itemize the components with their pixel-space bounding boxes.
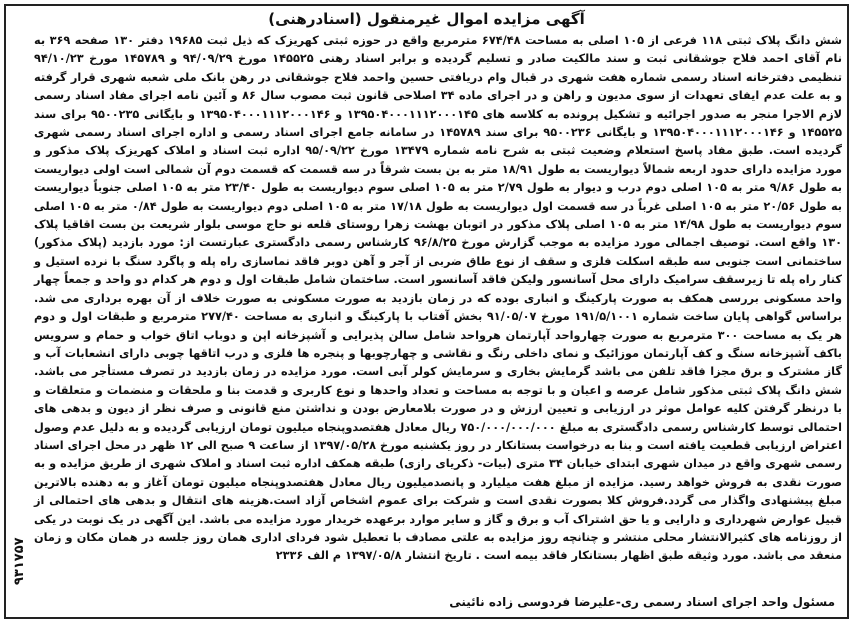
notice-code: ۹۳۱۷۵۷ — [12, 537, 27, 585]
notice-title: آگهی مزایده اموال غیرمنقول (اسنادرهنی) — [268, 10, 585, 28]
notice-body-paragraph: شش دانگ پلاک ثبتی ۱۱۸ فرعی از ۱۰۵ اصلی به مساحت ۶۷۴/۴۸ مترمربع واقع در حوزه ثبتی کهریزک که ذیل ثبت ۱۹۶۸۵ دفتر ۱۳۰ صفحه ۳۶۹ به نام آقای احمد فلاح جوشقانی ثبت و سند مالکیت صادر و تسلیم گردیده و برابر اسناد رهنی ۱۴۵۵۲۵ مورخ ۹۴/۰۹/۲۹ و ۱۴۵۷۸۹ مورخ ۹۴/۱۰/۲۳ تنظیمی دفترخانه اسناد رسمی شماره هفت شهری در قبال وام دریافتی حسین واحمد فلاح جوشقانی در رهن بانک ملی شعبه شهری قرار گرفته و به علت عدم ایفای تعهدات از سوی مدیون و راهن و در اجرای ماده ۳۴ اصلاحی قانون ثبت مصوب سال ۸۶ و آئین نامه اجرای مفاد اسناد رسمی لازم الاجرا منجر به صدور اجرائیه و تشکیل پرونده به کلاسه های ۱۳۹۵۰۴۰۰۰۱۱۱۲۰۰۰۱۴۵ و ۱۳۹۵۰۴۰۰۰۱۱۱۲۰۰۰۱۴۶ و بایگانی ۹۵۰۰۲۳۵ برای سند ۱۴۵۵۲۵ و ۱۳۹۵۰۴۰۰۰۱۱۱۲۰۰۰۱۴۶ و بایگانی ۹۵۰۰۲۳۶ برای سند ۱۴۵۷۸۹ در سامانه جامع اجرای اسناد رسمی و اداره اجرای اسناد رسمی شهری گردیده است. طبق مفاد پاسخ استعلام وضعیت ثبتی به شرح نامه شماره ۱۳۴۷۹ مورخ ۹۵/۰۹/۲۲ اداره ثبت اسناد و املاک کهریزک پلاک مذکور و مورد مزایده دارای حدود اربعه شمالاً دیواریست به طول ۱۸/۹۱ متر به بن بست شرقاً در سه قسمت که قسمت دوم آن شمالی است اولی دیواریست به طول ۹/۸۶ متر به ۱۰۵ اصلی دوم درب و دیوار به طول ۲/۷۹ متر به ۱۰۵ اصلی سوم دیواریست به طول ۲۳/۴۰ متر به ۱۰۵ اصلی جنوباً دیواریست به طول ۲۰/۵۶ متر به ۱۰۵ اصلی غرباً در سه قسمت اول دیواریست به طول ۱۷/۱۸ متر به ۱۰۵ اصلی دوم دیواریست به طول ۰/۸۴ متر به ۱۰۵ اصلی سوم دیواریست به طول ۱۴/۹۸ متر به ۱۰۵ اصلی پلاک مذکور در اتوبان بهشت زهرا روستای قلعه نو حاج موسی بلوار شریعت بن بست اقاقیا پلاک ۱۳۰ واقع است. توصیف اجمالی مورد مزایده به موجب گزارش مورخ ۹۶/۸/۲۵ کارشناس رسمی دادگستری عبارتست از: مورد بازدید (پلاک مذکور) ساختمانی است جنوبی سه طبقه اسکلت فلزی و سقف از نوع طاق ضربی از آجر و آهن دوبر فاقد نماسازی راه پله و پاگرد سنگ با نرده استیل و کنار راه پله تا زیرسقف سرامیک دارای محل آسانسور ولیکن فاقد آسانسور است. ساختمان شامل طبقات اول و دوم هر کدام دو واحد و جمعاً چهار واحد مسکونی بررسی همکف به صورت پارکینگ و انباری بوده که در زمان بازدید به صورت مسکونی به صورت خلاف از آن بهره برداری می شد. براساس گواهی پایان ساخت شماره ۱۹۱/۵/۱۰۰۱ مورخ ۹۱/۰۵/۰۷ بخش آفتاب با پارکینگ و انباری به مساحت ۲۷۷/۴۰ مترمربع و طبقات اول و دوم هر یک به مساحت ۳۰۰ مترمربع به صورت چهارواحد آپارتمان هرواحد شامل سالن پذیرایی و آشپزخانه اپن و دوباب اتاق خواب و حمام و سرویس باکف آشپزخانه سنگ و کف آپارتمان موزائیک و نمای داخلی رنگ و نقاشی و چهارچوبها و پنجره ها فلزی و درب اتاقها چوبی دارای انشعابات آب و گاز مشترک و برق مجزا فاقد تلفن می باشد گرمایش بخاری و سرمایش کولر آبی است. مورد مزایده در زمان بازدید در تصرف مستأجر می باشد. شش دانگ پلاک ثبتی مذکور شامل عرصه و اعیان و با توجه به مساحت و تعداد واحدها و نوع کاربری و قدمت بنا و ملحقات و منضمات و متعلقات و با درنظر گرفتن کلیه عوامل موثر در ارزیابی و تعیین ارزش و در صورت بلامعارض بودن و نداشتن منع قانونی و صرف نظر از دیون و بدهی های احتمالی توسط کارشناس رسمی دادگستری به مبلغ ۷۵۰/۰۰۰/۰۰۰/۰۰۰ ریال معادل هفتصدوپنجاه میلیون تومان ارزیابی گردیده و به دلیل عدم وصول اعتراض ارزیابی قطعیت یافته است و بنا به درخواست بستانکار در روز یکشنبه مورخ ۱۳۹۷/۰۵/۲۸ از ساعت ۹ صبح الی ۱۲ ظهر در محل اجرای اسناد رسمی شهری واقع در میدان شهری ابتدای خیابان ۳۴ متری (بیات- ذکریای رازی) طبقه همکف اداره ثبت اسناد و املاک شهری از طریق مزایده و به صورت نقدی به فروش خواهد رسید. مزایده از مبلغ هفت میلیارد و پانصدمیلیون ریال معادل هفتصدوپنجاه میلیون تومان آغاز و به دهنده بالاترین مبلغ پیشنهادی واگذار می گردد.فروش کلا بصورت نقدی است و شرکت برای عموم اشخاص آزاد است.هزینه های انتقال و بدهی های احتمالی از قبیل عوارض شهرداری و دارایی و یا حق اشتراک آب و برق و گاز و سایر موارد برعهده خریدار مورد مزایده می باشد. این آگهی در یک نوبت در یکی از روزنامه های کثیرالانتشار محلی منتشر و چنانچه روز مزایده به علتی مصادف با تعطیل شود فردای اداری همان روز جلسه در همان مکان و زمان منعقد می باشد. مورد وثیقه طبق اظهار بستانکار فاقد بیمه است . تاریخ انتشار ۱۳۹۷/۰۵/۸ م الف ۲۳۳۶ — [33, 34, 843, 563]
notice-body — [34, 32, 842, 566]
auction-notice — [4, 4, 849, 619]
notice-signature: مسئول واحد اجرای اسناد رسمی ری-علیرضا فردوسی زاده نائینی — [449, 595, 835, 609]
